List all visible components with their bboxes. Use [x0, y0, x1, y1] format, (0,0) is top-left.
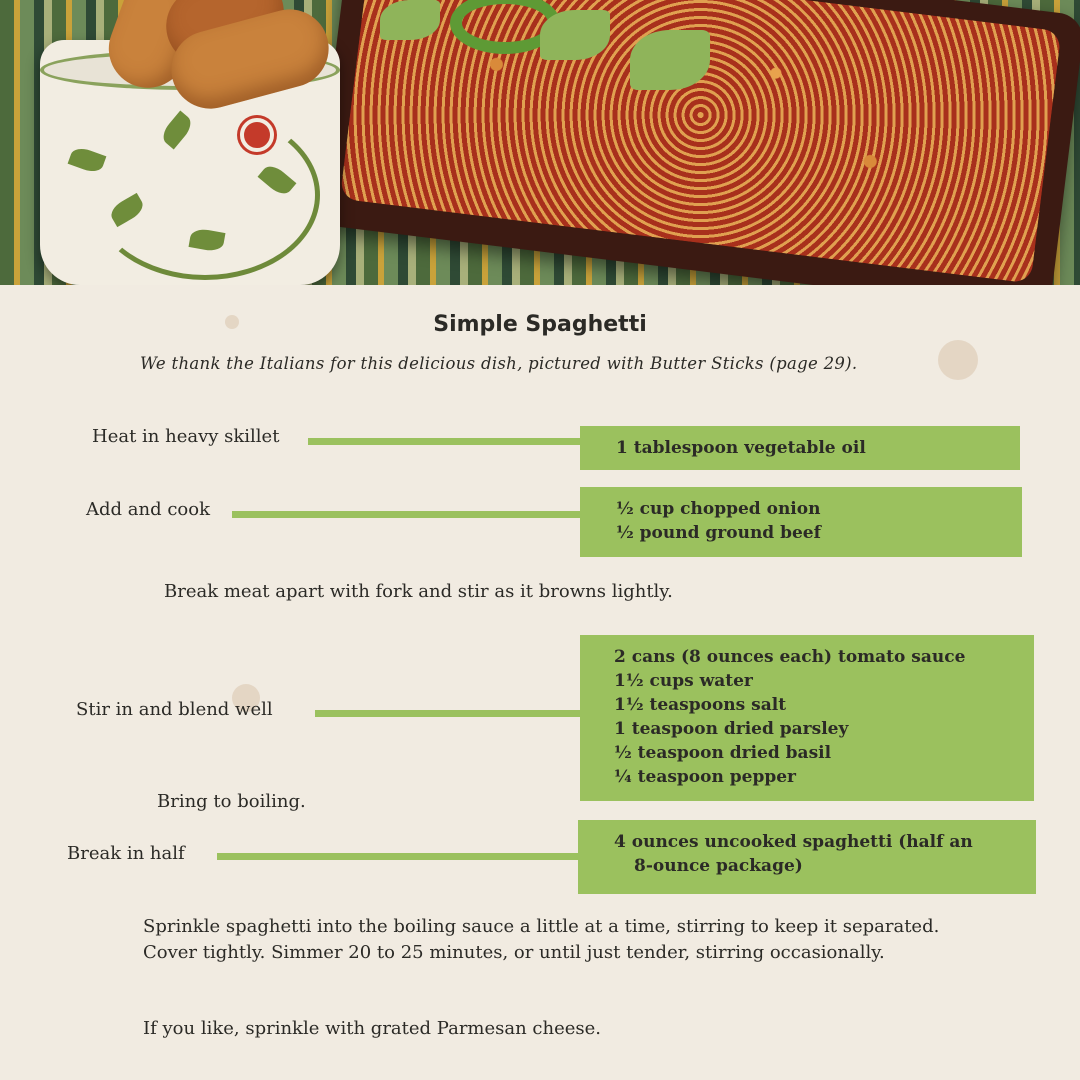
pitcher-vine-pattern [90, 110, 320, 280]
step-connector-line [315, 710, 580, 717]
lettuce-leaf [540, 10, 610, 60]
step-label: Break in half [67, 843, 185, 864]
instruction-paragraph: Sprinkle spaghetti into the boiling sauce a little at a time, stirring to keep it separated. Cover tightly. Simmer 20 to 25 minutes, or until just tender, stirring occasionally. [143, 916, 940, 963]
ingredient-box [578, 820, 1036, 894]
ingredient: ½ teaspoon dried basil [614, 743, 832, 763]
ingredient-box [580, 487, 1022, 557]
lettuce-leaf [630, 30, 710, 90]
instruction-note: Bring to boiling. [157, 791, 306, 812]
lettuce-leaf [380, 0, 440, 40]
ingredient: ½ pound ground beef [616, 523, 821, 543]
ingredient: 1½ cups water [614, 671, 753, 691]
pitcher-flower [240, 118, 274, 152]
recipe-subtitle: We thank the Italians for this delicious dish, pictured with Butter Sticks (page 29). [140, 354, 858, 373]
ingredient: 4 ounces uncooked spaghetti (half an [614, 832, 973, 852]
recipe-title: Simple Spaghetti [433, 312, 647, 337]
ingredient-box [580, 426, 1020, 470]
step-label: Heat in heavy skillet [92, 426, 280, 447]
ingredient: ¼ teaspoon pepper [614, 767, 796, 787]
recipe-photo [0, 0, 1080, 285]
ingredient: 1 tablespoon vegetable oil [616, 438, 866, 458]
step-label: Add and cook [86, 499, 210, 520]
step-connector-line [308, 438, 580, 445]
ingredient: ½ cup chopped onion [616, 499, 821, 519]
instruction-paragraph: If you like, sprinkle with grated Parmesan cheese. [143, 1018, 602, 1039]
instruction-note: Break meat apart with fork and stir as it browns lightly. [164, 581, 673, 602]
ingredient-box [580, 635, 1034, 801]
ingredient: 1 teaspoon dried parsley [614, 719, 849, 739]
ingredient: 8-ounce package) [634, 856, 803, 876]
step-connector-line [232, 511, 580, 518]
ingredient: 2 cans (8 ounces each) tomato sauce [614, 647, 966, 667]
step-connector-line [217, 853, 580, 860]
ingredient: 1½ teaspoons salt [614, 695, 787, 715]
step-label: Stir in and blend well [76, 699, 273, 720]
